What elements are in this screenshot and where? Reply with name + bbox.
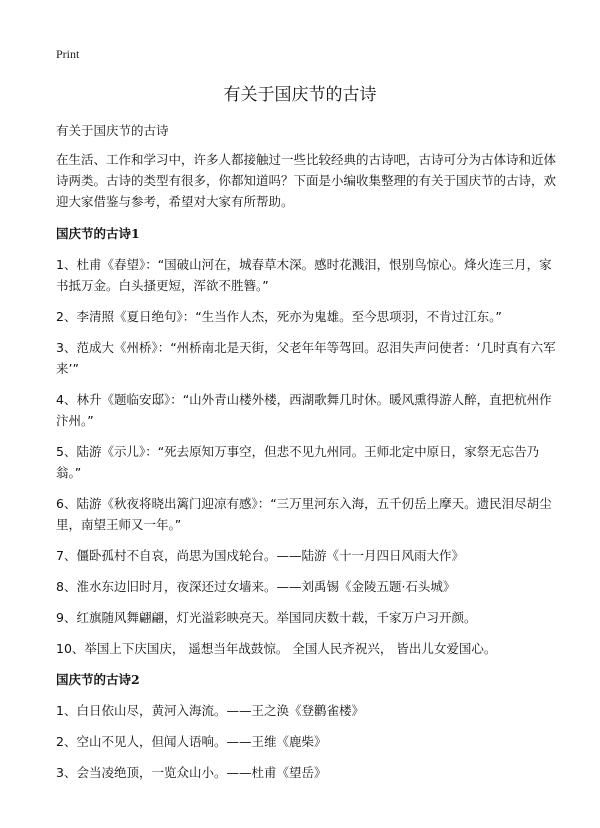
poem-list [56, 254, 556, 659]
poem-item: 1、杜甫《春望》：“国破山河在，城春草木深。感时花溅泪，恨别鸟惊心。烽火连三月，家书抵万金。白头搔更短，浑欲不胜簪。” [56, 257, 552, 293]
document-body [56, 120, 556, 793]
intro-paragraph: 在生活、工作和学习中，许多人都接触过一些比较经典的古诗吧，古诗可分为古体诗和近体诗两类。古诗的类型有很多，你都知道吗？下面是小编收集整理的有关于国庆节的古诗，欢迎大家借鉴与参考，希望对大家有所帮助。 [56, 152, 557, 209]
document-title: 有关于国庆节的古诗 [223, 85, 377, 105]
poem-item: 6、陆游《秋夜将晓出篱门迎凉有感》：“三万里河东入海，五千仞岳上摩天。遗民泪尽胡尘里，南望王师又一年。” [56, 496, 552, 532]
document-subtitle: 有关于国庆节的古诗 [56, 123, 169, 138]
section-heading: 国庆节的古诗2 [56, 672, 140, 687]
poem-item: 1、白日依山尽，黄河入海流。——王之涣《登鹳雀楼》 [56, 703, 364, 718]
print-link[interactable]: Print [56, 47, 80, 61]
poem-item: 5、陆游《示儿》：“死去原知万事空，但悲不见九州同。王师北定中原日，家祭无忘告乃翁。” [56, 444, 540, 480]
poem-item: 4、林升《题临安邸》：“山外青山楼外楼，西湖歌舞几时休。暖风熏得游人醉，直把杭州作汴州。” [56, 392, 552, 428]
poem-list [56, 700, 556, 783]
poem-item: 2、李清照《夏日绝句》：“生当作人杰，死亦为鬼雄。至今思项羽，不肯过江东。” [56, 309, 502, 324]
poem-item: 7、僵卧孤村不自哀，尚思为国戍轮台。——陆游《十一月四日风雨大作》 [56, 548, 464, 563]
poem-item: 10、举国上下庆国庆， 遥想当年战鼓惊。 全国人民齐祝兴， 皆出儿女爱国心。 [56, 641, 497, 656]
section-heading: 国庆节的古诗1 [56, 226, 140, 241]
poem-item: 3、范成大《州桥》：“州桥南北是天街，父老年年等驾回。忍泪失声问使者：‘几时真有六军来’” [56, 340, 556, 376]
poem-section-1 [56, 223, 556, 659]
poem-item: 2、空山不见人，但闻人语响。——王维《鹿柴》 [56, 734, 327, 749]
poem-item: 9、红旗随风舞翩翩，灯光溢彩映亮天。举国同庆数十载，千家万户习开颜。 [56, 610, 477, 625]
poem-item: 3、会当凌绝顶，一览众山小。——杜甫《望岳》 [56, 765, 327, 780]
poem-section-2 [56, 669, 556, 783]
poem-item: 8、淮水东边旧时月，夜深还过女墙来。——刘禹锡《金陵五题·石头城》 [56, 579, 456, 594]
